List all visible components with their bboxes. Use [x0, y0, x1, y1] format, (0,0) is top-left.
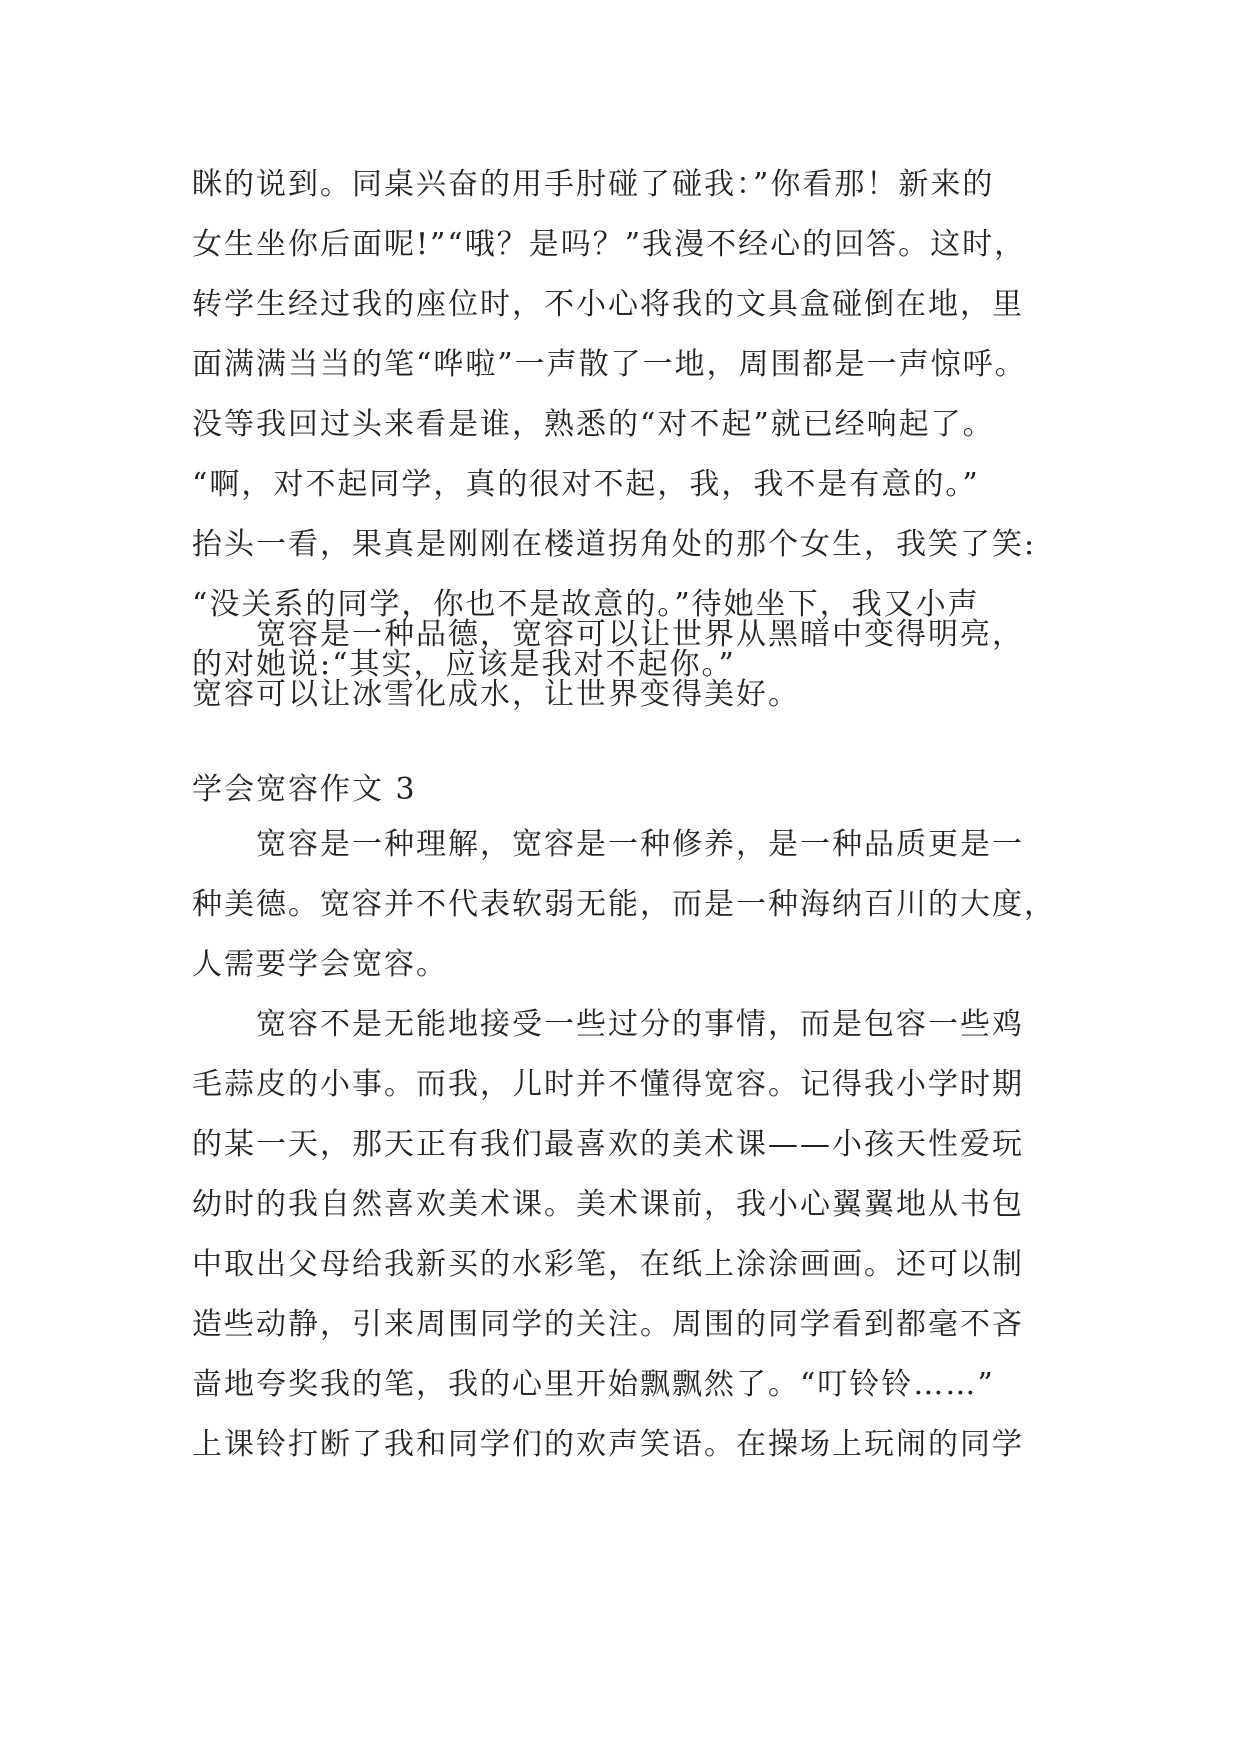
section-title-text: 学会宽容作文 3 — [192, 772, 417, 807]
text-line: 幼时的我自然喜欢美术课。美术课前，我小心翼翼地从书包 — [192, 1187, 1024, 1222]
text-line: 宽容可以让冰雪化成水，让世界变得美好。 — [192, 677, 800, 712]
text-line: 宽容不是无能地接受一些过分的事情，而是包容一些鸡 — [256, 1007, 1024, 1042]
text-line: 眯的说到。同桌兴奋的用手肘碰了碰我：”你看那！新来的 — [192, 167, 995, 202]
paragraph-story — [192, 995, 1072, 1475]
text-line: 面满满当当的笔“哗啦”一声散了一地，周围都是一声惊呼。 — [192, 347, 1027, 382]
text-line: 的对她说:“其实，应该是我对不起你。” — [192, 647, 736, 682]
text-line: “啊，对不起同学，真的很对不起，我，我不是有意的。” — [192, 467, 980, 502]
text-line: 毛蒜皮的小事。而我，儿时并不懂得宽容。记得我小学时期 — [192, 1067, 1024, 1102]
text-line: 宽容是一种理解，宽容是一种修养，是一种品质更是一 — [256, 827, 1024, 862]
text-line: 转学生经过我的座位时，不小心将我的文具盒碰倒在地，里 — [192, 287, 1024, 322]
text-line: 宽容是一种品德，宽容可以让世界从黑暗中变得明亮， — [256, 617, 1024, 652]
text-line: 造些动静，引来周围同学的关注。周围的同学看到都毫不吝 — [192, 1307, 1024, 1342]
text-line: 的某一天，那天正有我们最喜欢的美术课——小孩天性爱玩 — [192, 1127, 1024, 1162]
text-line: 上课铃打断了我和同学们的欢声笑语。在操场上玩闹的同学 — [192, 1427, 1024, 1462]
section-title — [192, 760, 1072, 820]
text-line: 种美德。宽容并不代表软弱无能，而是一种海纳百川的大度， — [192, 887, 1056, 922]
paragraph-intro — [192, 815, 1072, 995]
text-line: 中取出父母给我新买的水彩笔，在纸上涂涂画画。还可以制 — [192, 1247, 1024, 1282]
paragraph-conclusion — [192, 605, 1072, 725]
text-line: “没关系的同学，你也不是故意的。”待她坐下，我又小声 — [192, 587, 980, 622]
text-line: 抬头一看，果真是刚刚在楼道拐角处的那个女生，我笑了笑: — [192, 527, 1037, 562]
text-line: 人需要学会宽容。 — [192, 947, 448, 982]
text-line: 啬地夸奖我的笔，我的心里开始飘飘然了。“叮铃铃……” — [192, 1367, 995, 1402]
text-line: 没等我回过头来看是谁，熟悉的“对不起”就已经响起了。 — [192, 407, 995, 442]
text-line: 女生坐你后面呢!”“哦？是吗？”我漫不经心的回答。这时， — [192, 227, 1027, 262]
